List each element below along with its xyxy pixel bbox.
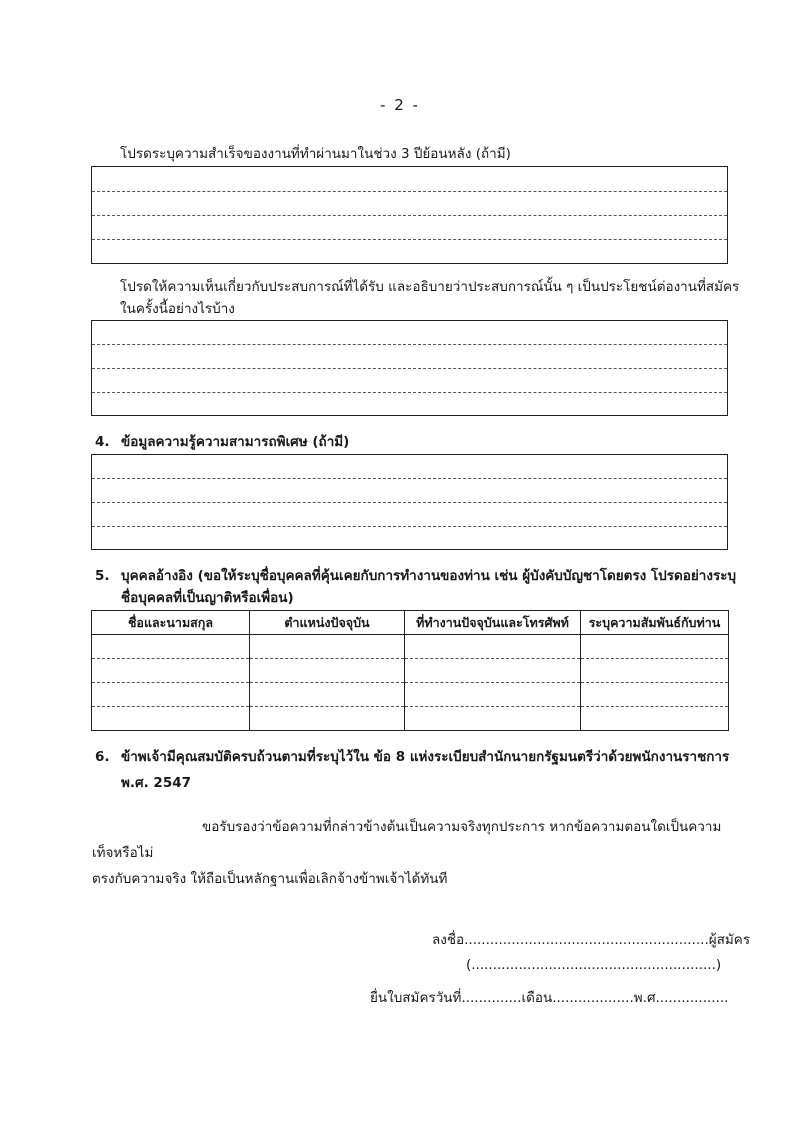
section5-line1: บุคคลอ้างอิง (ขอให้ระบุชื่อบุคคลที่คุ้นเคยกับการทำงานของท่าน เช่น ผู้บังคับบัญชาโดยตรง โปรดอย่างระบุ	[121, 568, 737, 584]
section4-heading	[95, 431, 349, 453]
section5-heading	[95, 565, 736, 587]
section5-number: 5.	[95, 568, 110, 584]
section6-heading	[95, 746, 729, 768]
header-relationship: ระบุความสัมพันธ์กับท่าน	[581, 611, 729, 635]
experience-prompt-line2: ในครั้งนี้อย่างไรบ้าง	[120, 301, 235, 317]
table-cell[interactable]	[92, 683, 250, 707]
reference-table	[91, 610, 729, 731]
table-cell[interactable]	[250, 707, 405, 731]
experience-answer-box[interactable]	[91, 320, 728, 416]
certification-statement	[92, 814, 732, 892]
printed-name-line[interactable]: (.........................................................)	[466, 957, 722, 973]
section5-line2: ชื่อบุคคลที่เป็นญาติหรือเพื่อน)	[121, 590, 294, 606]
certification-line1: ขอรับรองว่าข้อความที่กล่าวข้างต้นเป็นความจริงทุกประการ หากข้อความตอนใดเป็นความเท็จหรือไม่	[92, 819, 722, 861]
special-skills-answer-box[interactable]	[91, 454, 728, 550]
table-cell[interactable]	[405, 635, 581, 659]
table-cell[interactable]	[250, 635, 405, 659]
page-number: - 2 -	[380, 96, 420, 114]
section6-line1: ข้าพเจ้ามีคุณสมบัติครบถ้วนตามที่ระบุไว้ใน ข้อ 8 แห่งระเบียบสำนักนายกรัฐมนตรีว่าด้วยพนักงานราชการ	[121, 749, 730, 765]
experience-prompt-line1: โปรดให้ความเห็นเกี่ยวกับประสบการณ์ที่ได้รับ และอธิบายว่าประสบการณ์นั้น ๆ เป็นประโยชน์ต่องานที่สมัคร	[120, 279, 740, 295]
table-cell[interactable]	[405, 707, 581, 731]
table-cell[interactable]	[581, 635, 729, 659]
table-row	[92, 635, 729, 659]
table-cell[interactable]	[581, 659, 729, 683]
section4-number: 4.	[95, 434, 110, 450]
signature-line[interactable]: ลงชื่อ.........................................................ผู้สมัคร	[432, 932, 751, 948]
table-cell[interactable]	[581, 683, 729, 707]
table-row	[92, 683, 729, 707]
section4-title: ข้อมูลความรู้ความสามารถพิเศษ (ถ้ามี)	[121, 434, 350, 450]
table-cell[interactable]	[581, 707, 729, 731]
header-name: ชื่อและนามสกุล	[92, 611, 250, 635]
achievements-prompt: โปรดระบุความสำเร็จของงานที่ทำผ่านมาในช่วง 3 ปีย้อนหลัง (ถ้ามี)	[120, 146, 511, 162]
table-cell[interactable]	[405, 683, 581, 707]
table-cell[interactable]	[250, 659, 405, 683]
header-workplace-phone: ที่ทำงานปัจจุบันและโทรศัพท์	[405, 611, 581, 635]
table-cell[interactable]	[92, 707, 250, 731]
section6-number: 6.	[95, 749, 110, 765]
table-row	[92, 659, 729, 683]
table-cell[interactable]	[92, 659, 250, 683]
table-row	[92, 707, 729, 731]
table-cell[interactable]	[92, 635, 250, 659]
table-cell[interactable]	[405, 659, 581, 683]
table-cell[interactable]	[250, 683, 405, 707]
submission-date-line[interactable]: ยื่นใบสมัครวันที่..............เดือน...................พ.ศ.................	[370, 990, 729, 1006]
reference-table-header	[92, 611, 729, 635]
achievements-answer-box[interactable]	[91, 166, 728, 264]
certification-line2: ตรงกับความจริง ให้ถือเป็นหลักฐานเพื่อเลิกจ้างข้าพเจ้าได้ทันที	[92, 871, 448, 887]
header-position: ตำแหน่งปัจจุบัน	[250, 611, 405, 635]
section6-line2: พ.ศ. 2547	[121, 775, 191, 791]
